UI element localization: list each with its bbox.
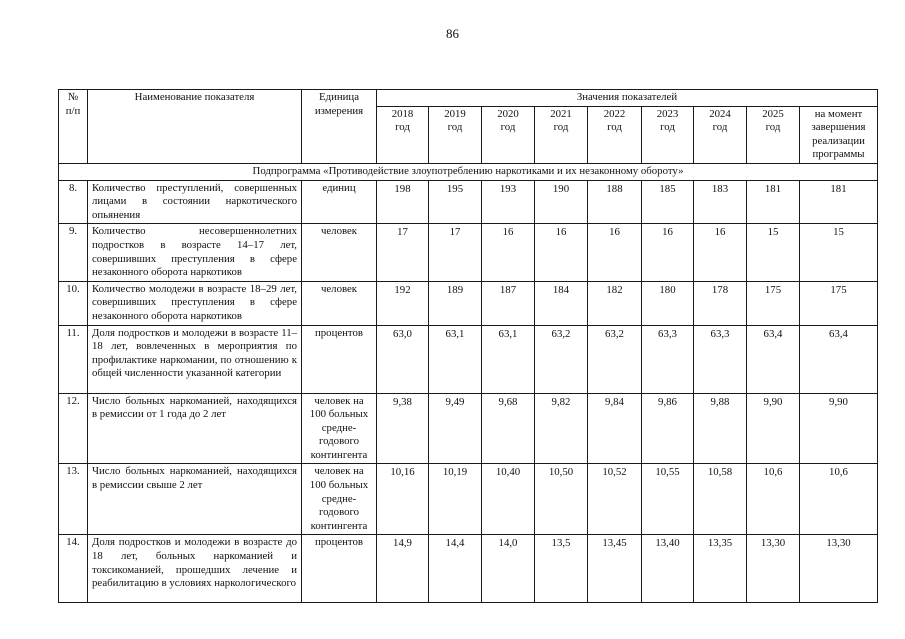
value-cell: 184 — [535, 281, 588, 325]
value-cell: 63,1 — [429, 325, 482, 393]
value-cell: 16 — [482, 224, 535, 281]
indicator-name: Количество молодежи в возрасте 18–29 лет, совершивших преступления в сфере незаконного оборота наркотиков — [88, 281, 302, 325]
value-cell: 9,82 — [535, 393, 588, 464]
header-year: 2020 год — [482, 106, 535, 163]
subprogram-row — [59, 163, 878, 180]
header-year: 2018 год — [377, 106, 429, 163]
header-indicator: Наименование показателя — [88, 90, 302, 164]
table-row — [59, 281, 878, 325]
unit: человек на 100 больных средне-годового контингента — [302, 393, 377, 464]
value-cell: 13,30 — [747, 535, 800, 603]
value-cell: 63,4 — [800, 325, 878, 393]
value-cell: 63,2 — [535, 325, 588, 393]
value-cell: 190 — [535, 180, 588, 224]
value-cell: 13,40 — [642, 535, 694, 603]
value-cell: 15 — [747, 224, 800, 281]
table-row — [59, 535, 878, 603]
header-unit: Единица измерения — [302, 90, 377, 164]
value-cell: 16 — [642, 224, 694, 281]
value-cell: 16 — [694, 224, 747, 281]
value-cell: 181 — [800, 180, 878, 224]
header-year: 2019 год — [429, 106, 482, 163]
indicator-name: Количество несовершеннолетних подростков в возрасте 14–17 лет, совершивших преступления в сфере незаконного оборота наркотиков — [88, 224, 302, 281]
value-cell: 10,16 — [377, 464, 429, 535]
value-cell: 17 — [429, 224, 482, 281]
value-cell: 10,55 — [642, 464, 694, 535]
value-cell: 10,6 — [800, 464, 878, 535]
value-cell: 13,45 — [588, 535, 642, 603]
subprogram-title: Подпрограмма «Противодействие злоупотреблению наркотиками и их незаконному обороту» — [59, 163, 878, 180]
table-row — [59, 180, 878, 224]
value-cell: 63,4 — [747, 325, 800, 393]
value-cell: 16 — [588, 224, 642, 281]
table-row — [59, 393, 878, 464]
header-year: 2025 год — [747, 106, 800, 163]
indicator-name: Доля подростков и молодежи в возрасте до 18 лет, больных наркоманией и токсикоманией, прошедших лечение и реабилитацию в условиях наркологического — [88, 535, 302, 603]
unit: процентов — [302, 325, 377, 393]
value-cell: 10,58 — [694, 464, 747, 535]
row-number: 13. — [59, 464, 88, 535]
value-cell: 14,4 — [429, 535, 482, 603]
value-cell: 63,3 — [694, 325, 747, 393]
value-cell: 9,84 — [588, 393, 642, 464]
header-year: 2021 год — [535, 106, 588, 163]
value-cell: 198 — [377, 180, 429, 224]
header-year: 2022 год — [588, 106, 642, 163]
value-cell: 9,68 — [482, 393, 535, 464]
row-number: 8. — [59, 180, 88, 224]
table-row — [59, 325, 878, 393]
header-number: № п/п — [59, 90, 88, 164]
indicators-table — [58, 89, 878, 603]
value-cell: 10,6 — [747, 464, 800, 535]
value-cell: 195 — [429, 180, 482, 224]
row-number: 14. — [59, 535, 88, 603]
value-cell: 63,3 — [642, 325, 694, 393]
value-cell: 178 — [694, 281, 747, 325]
table-row — [59, 464, 878, 535]
value-cell: 63,2 — [588, 325, 642, 393]
row-number: 11. — [59, 325, 88, 393]
value-cell: 175 — [800, 281, 878, 325]
value-cell: 9,90 — [747, 393, 800, 464]
value-cell: 182 — [588, 281, 642, 325]
value-cell: 193 — [482, 180, 535, 224]
unit: человек на 100 больных средне-годового контингента — [302, 464, 377, 535]
value-cell: 63,0 — [377, 325, 429, 393]
value-cell: 16 — [535, 224, 588, 281]
value-cell: 9,90 — [800, 393, 878, 464]
header-year: 2024 год — [694, 106, 747, 163]
table-row — [59, 224, 878, 281]
value-cell: 181 — [747, 180, 800, 224]
value-cell: 9,86 — [642, 393, 694, 464]
indicator-name: Число больных наркоманией, находящихся в ремиссии от 1 года до 2 лет — [88, 393, 302, 464]
value-cell: 187 — [482, 281, 535, 325]
header-values-group: Значения показателей — [377, 90, 878, 107]
row-number: 10. — [59, 281, 88, 325]
header-final: на момент завершения реализации программы — [800, 106, 878, 163]
value-cell: 13,5 — [535, 535, 588, 603]
header-row-1 — [59, 90, 878, 107]
value-cell: 192 — [377, 281, 429, 325]
value-cell: 10,50 — [535, 464, 588, 535]
value-cell: 9,88 — [694, 393, 747, 464]
value-cell: 9,38 — [377, 393, 429, 464]
row-number: 9. — [59, 224, 88, 281]
value-cell: 188 — [588, 180, 642, 224]
value-cell: 17 — [377, 224, 429, 281]
value-cell: 13,30 — [800, 535, 878, 603]
value-cell: 9,49 — [429, 393, 482, 464]
indicator-name: Доля подростков и молодежи в возрасте 11–18 лет, вовлеченных в мероприятия по профилактике наркомании, по отношению к общей численности указанной категории — [88, 325, 302, 393]
value-cell: 10,40 — [482, 464, 535, 535]
value-cell: 175 — [747, 281, 800, 325]
value-cell: 189 — [429, 281, 482, 325]
value-cell: 10,52 — [588, 464, 642, 535]
page-number: 86 — [446, 26, 459, 41]
value-cell: 183 — [694, 180, 747, 224]
value-cell: 15 — [800, 224, 878, 281]
unit: процентов — [302, 535, 377, 603]
value-cell: 14,0 — [482, 535, 535, 603]
header-year: 2023 год — [642, 106, 694, 163]
unit: человек — [302, 224, 377, 281]
value-cell: 10,19 — [429, 464, 482, 535]
row-number: 12. — [59, 393, 88, 464]
value-cell: 14,9 — [377, 535, 429, 603]
unit: единиц — [302, 180, 377, 224]
value-cell: 185 — [642, 180, 694, 224]
value-cell: 13,35 — [694, 535, 747, 603]
unit: человек — [302, 281, 377, 325]
indicator-name: Число больных наркоманией, находящихся в ремиссии свыше 2 лет — [88, 464, 302, 535]
indicator-name: Количество преступлений, совершенных лицами в состоянии наркотического опьянения — [88, 180, 302, 224]
value-cell: 180 — [642, 281, 694, 325]
value-cell: 63,1 — [482, 325, 535, 393]
